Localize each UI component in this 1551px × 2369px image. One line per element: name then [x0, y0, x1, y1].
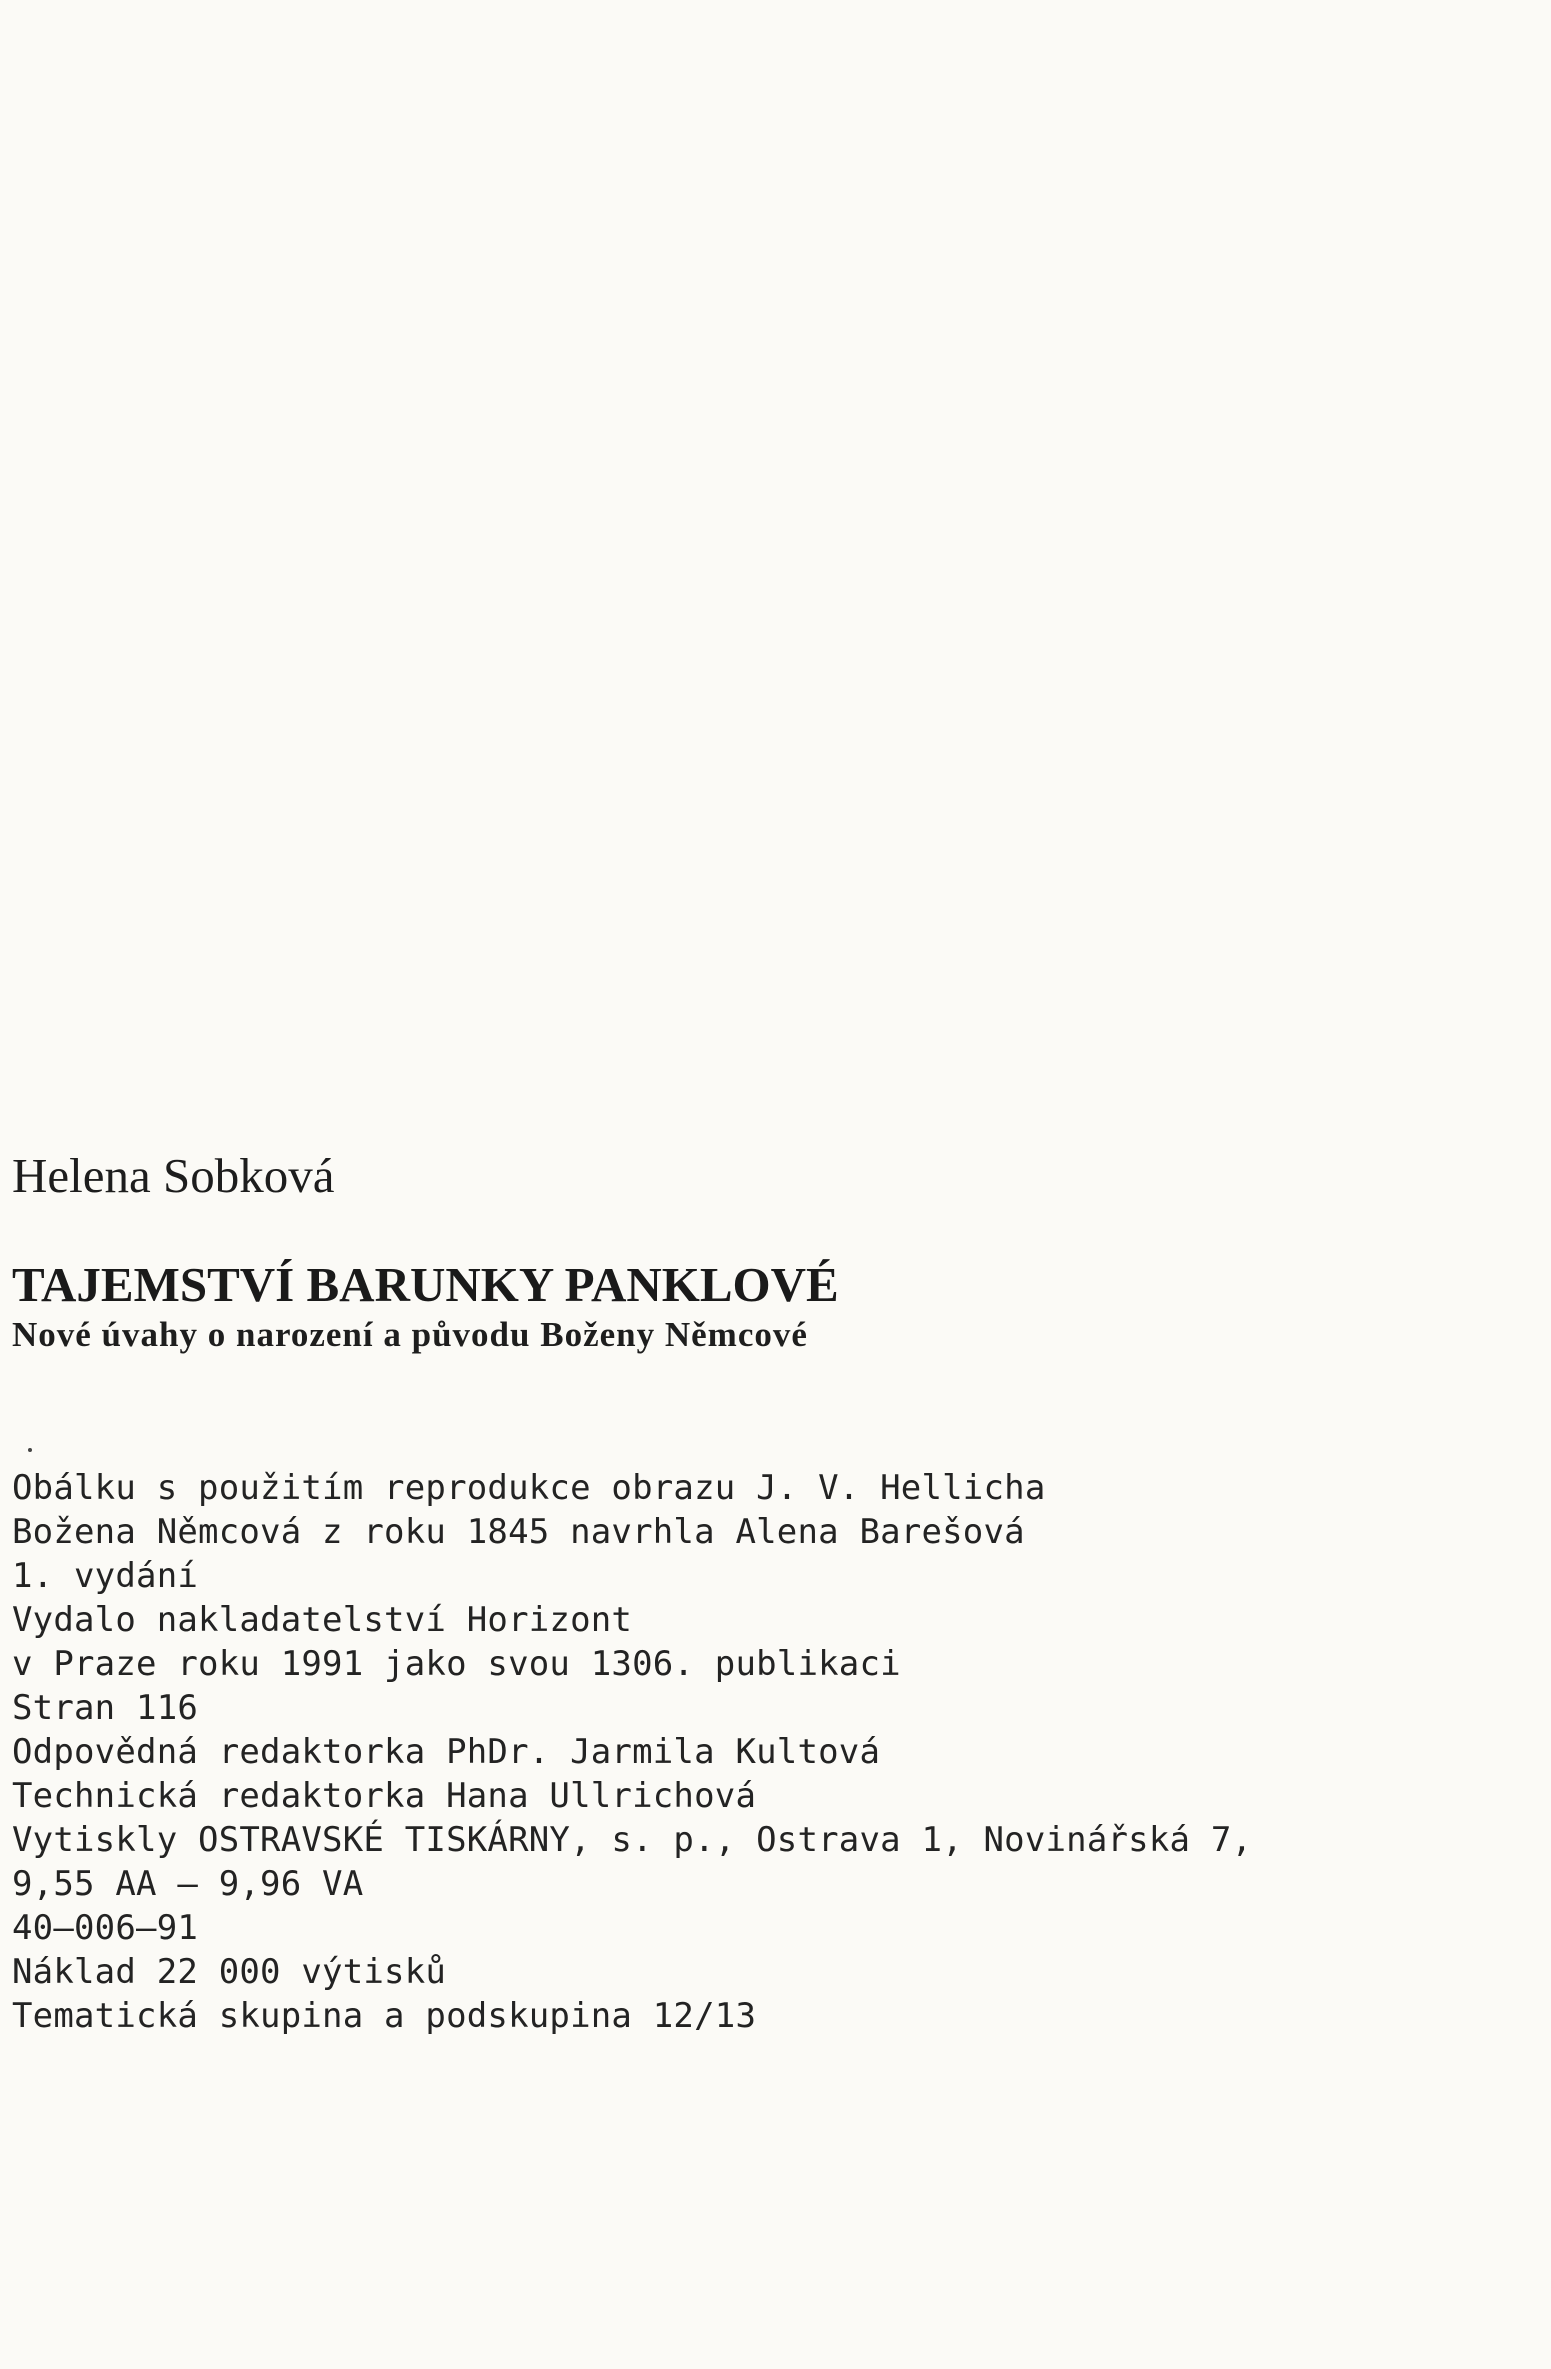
imprint-line: Náklad 22 000 výtisků: [12, 1952, 447, 1992]
imprint-line: Tematická skupina a podskupina 12/13: [12, 1996, 757, 2036]
imprint-line: Vydalo nakladatelství Horizont: [12, 1600, 633, 1640]
imprint-line: Stran 116: [12, 1688, 199, 1728]
imprint-line: v Praze roku 1991 jako svou 1306. publikaci: [12, 1644, 901, 1684]
stray-dot: [28, 1448, 32, 1452]
imprint-line: 1. vydání: [12, 1556, 199, 1596]
imprint-line: Technická redaktorka Hana Ullrichová: [12, 1776, 757, 1816]
imprint-line: Božena Němcová z roku 1845 navrhla Alena Barešová: [12, 1512, 1025, 1552]
book-title: TAJEMSTVÍ BARUNKY PANKLOVÉ: [12, 1257, 839, 1312]
imprint-line: Vytiskly OSTRAVSKÉ TISKÁRNY, s. p., Ostrava 1, Novinářská 7,: [12, 1820, 1253, 1860]
imprint-list: [12, 1466, 1252, 2038]
imprint-line: 9,55 AA — 9,96 VA: [12, 1864, 364, 1904]
imprint-line: Odpovědná redaktorka PhDr. Jarmila Kultová: [12, 1732, 881, 1772]
imprint-line: Obálku s použitím reprodukce obrazu J. V. Hellicha: [12, 1468, 1046, 1508]
author-name: Helena Sobková: [12, 1148, 335, 1203]
book-subtitle: Nové úvahy o narození a původu Boženy Němcové: [12, 1315, 808, 1354]
imprint-line: 40—006—91: [12, 1908, 199, 1948]
